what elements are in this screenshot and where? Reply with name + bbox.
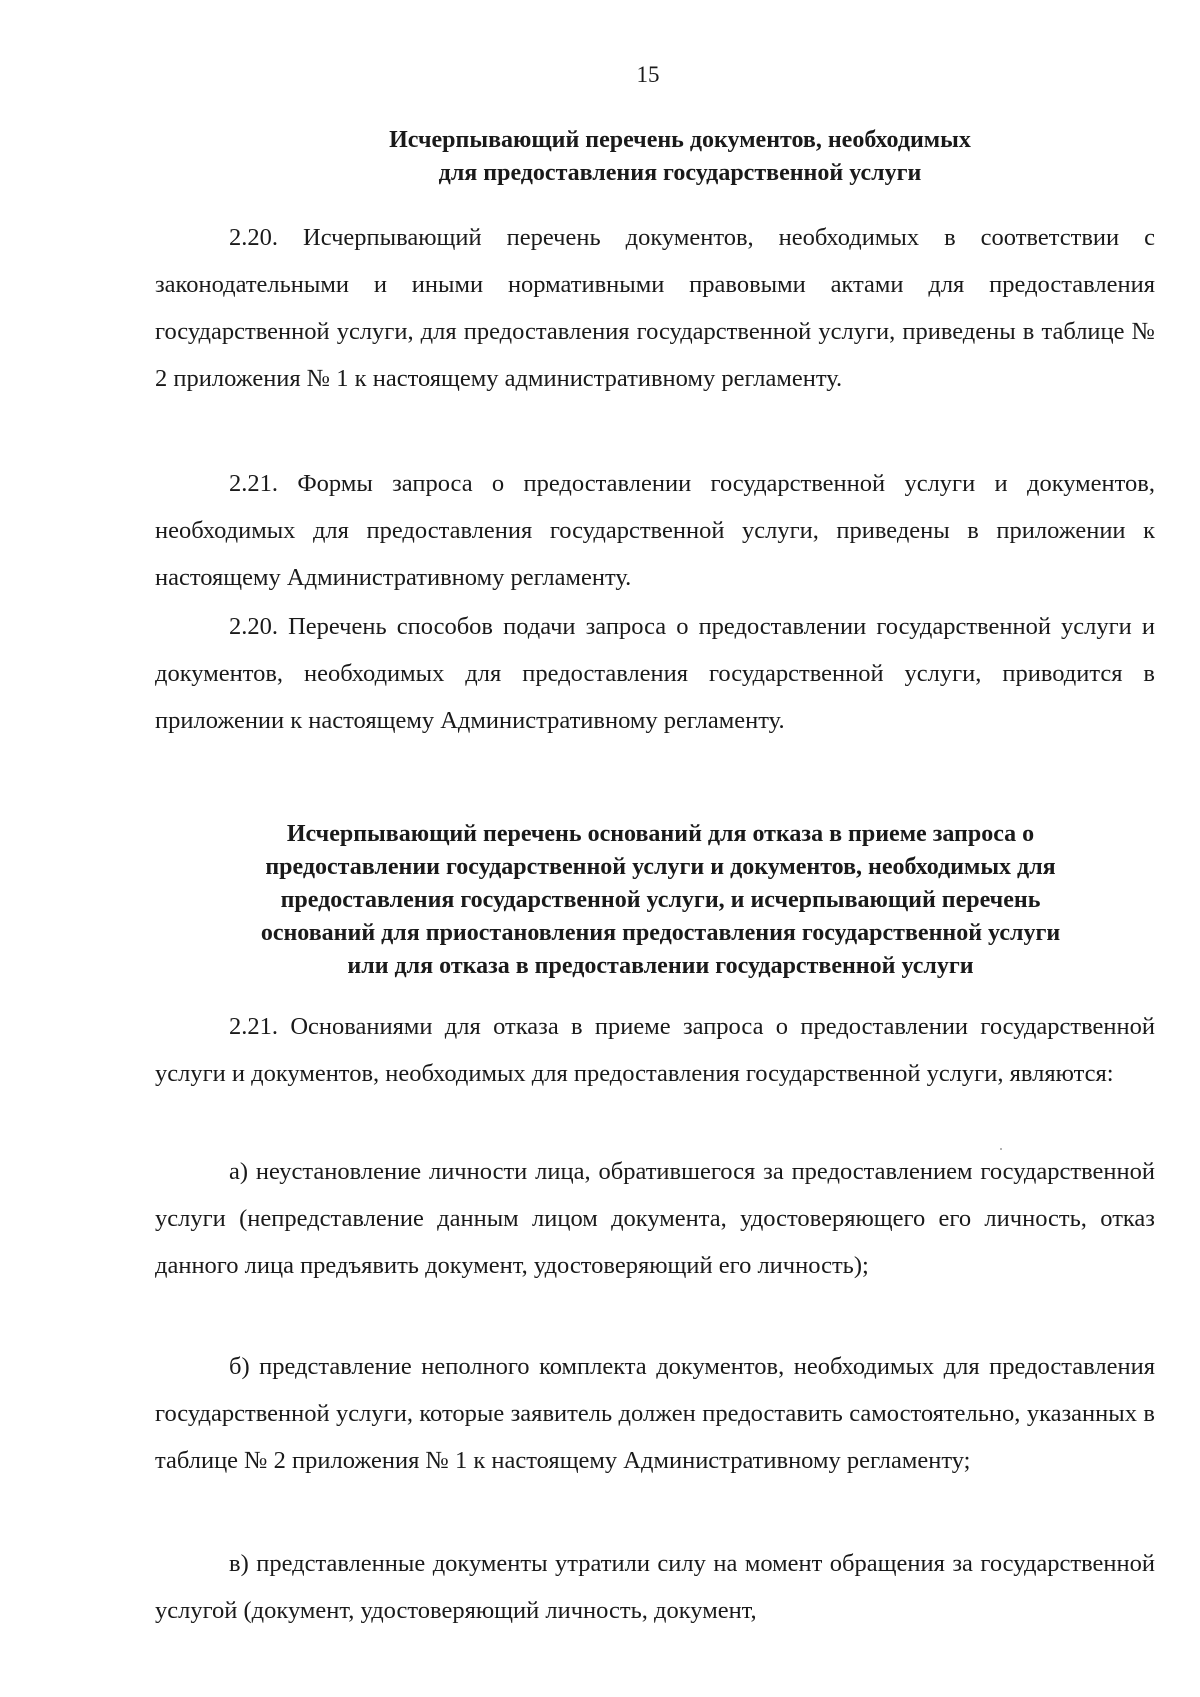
heading-line: предоставлении государственной услуги и документов, необходимых для	[265, 854, 1056, 880]
paragraph-2-21-forms: 2.21. Формы запроса о предоставлении государственной услуги и документов, необходимых для предоставления государственной услуги, приведены в приложении к настоящему Административному регламенту.	[155, 470, 1155, 591]
heading-line: оснований для приостановления предоставления государственной услуги	[260, 920, 1061, 946]
heading-line: Исчерпывающий перечень документов, необходимых	[389, 127, 971, 153]
heading-line: или для отказа в предоставлении государственной услуги	[347, 953, 974, 979]
section-heading-refusal-grounds	[168, 818, 1153, 983]
heading-line: Исчерпывающий перечень оснований для отказа в приеме запроса о	[286, 821, 1035, 847]
heading-line: для предоставления государственной услуги	[438, 160, 922, 186]
page-number: 15	[636, 62, 660, 87]
list-item-a-identity: а) неустановление личности лица, обратившегося за предоставлением государственной услуги (непредставление данным лицом документа, удостоверяющего его личность, отказ данного лица предъявить документ, удостоверяющий его личность);	[155, 1158, 1155, 1279]
scan-speck	[1000, 1148, 1002, 1150]
list-item-b-incomplete-documents: б) представление неполного комплекта документов, необходимых для предоставления государственной услуги, которые заявитель должен предоставить самостоятельно, указанных в таблице № 2 приложения № 1 к настоящему Административному регламенту;	[155, 1353, 1155, 1474]
paragraph-2-20-documents: 2.20. Исчерпывающий перечень документов, необходимых в соответствии с законодательными и иными нормативными правовыми актами для предоставления государственной услуги, для предоставления государственной услуги, приведены в таблице № 2 приложения № 1 к настоящему административному регламенту.	[155, 224, 1155, 392]
heading-line: предоставления государственной услуги, и исчерпывающий перечень	[280, 887, 1041, 913]
paragraph-2-20-submission-methods: 2.20. Перечень способов подачи запроса о предоставлении государственной услуги и документов, необходимых для предоставления государственной услуги, приводится в приложении к настоящему Административному регламенту.	[155, 613, 1155, 734]
section-heading-documents-list	[190, 124, 1170, 190]
paragraph-2-21-refusal-grounds: 2.21. Основаниями для отказа в приеме запроса о предоставлении государственной услуги и документов, необходимых для предоставления государственной услуги, являются:	[155, 1013, 1155, 1087]
list-item-v-expired-documents: в) представленные документы утратили силу на момент обращения за государственной услугой (документ, удостоверяющий личность, документ,	[155, 1550, 1155, 1624]
